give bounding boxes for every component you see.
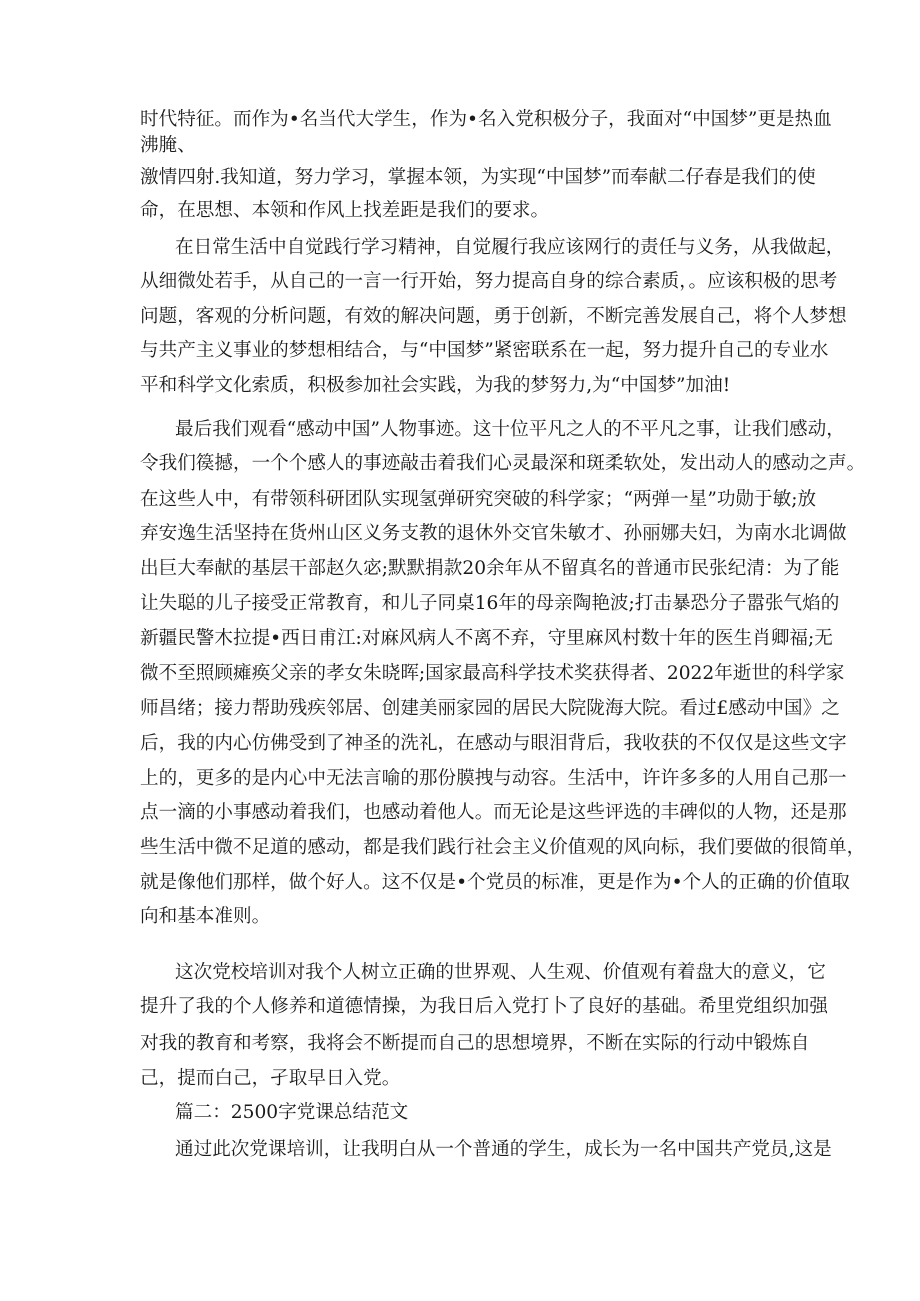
text-line-21: 点一滴的小事感动着我们，也感动着他人。而无论是这些评选的丰碑似的人物，还是那 [140,802,847,823]
text-line-13: 弃安逸生活坚持在货州山区义务支教的退休外交官朱敏才、孙丽娜夫妇，为南水北调做 [140,523,847,544]
text-line-24: 向和基本准则。 [140,906,271,927]
text-line-1: 时代特征。而作为•名当代大学生，作为•名入党积极分子，我面对“中国梦”更是热血 [140,109,832,130]
text-line-3: 激情四射.我知道，努力学习，掌握本领，为实现“中国梦”而奉献二仔春是我们的使 [140,167,816,188]
text-line-27: 对我的教育和考察，我将会不断提而自己的思想境界，不断在实际的行动中锻炼自 [140,1033,810,1054]
text-line-18: 师昌绪；接力帮助残疾邻居、创建美丽家园的居民大院陇海大院。看过£感动中国》之 [140,698,840,719]
text-line-9: 平和科学文化索质，积极参加社会实践，为我的梦努力,为“中国梦”加油! [140,375,731,396]
text-line-2: 沸腌、 [140,135,196,156]
text-line-4: 命，在思想、本领和作风上找差距是我们的要求。 [140,200,550,221]
text-line-6: 从细微处若手，从自己的一言一行开始，努力提高自身的综合素质，。应该积极的思考 [140,271,838,292]
text-line-15: 让失聪的儿子接受正常教育，和儿子同桌16年的母亲陶艳波;打击暴恐分子嚣张气焰的 [140,593,840,614]
paragraph-start-line: 最后我们观看“感动中国”人物事迹。这十位平凡之人的不平凡之事，让我们感动， [175,419,845,440]
text-line-19: 后，我的内心仿佛受到了神圣的洗礼，在感动与眼泪背后，我收获的不仅仅是这些文字 [140,733,847,754]
text-line-28: 己，提而白己，孑取早日入党。 [140,1068,401,1089]
paragraph-start-line: 在日常生活中自觉践行学习精神，自觉履行我应该网行的责任与义务，从我做起， [175,237,845,258]
paragraph-start-line: 这次党校培训对我个人树立正确的世界观、人生观、价值观有着盘大的意义，它 [175,962,826,983]
text-line-17: 微不至照顾瘫痪父亲的孝女朱晓晖;国家最高科学技术奖获得者、2022年逝世的科学家 [140,663,845,684]
paragraph-start-line: 通过此次党课培训，让我明白从一个普通的学生，成长为一名中国共产党员,这是 [175,1139,832,1160]
text-line-8: 与共产主义事业的梦想相结合，与“中国梦”紧密联系在一起，努力提升自己的专业水 [140,340,829,361]
text-line-11: 令我们篌撼，一个个感人的事迹敲击着我们心灵最深和斑柔软处，发出动人的感动之声。 [140,453,866,474]
text-line-16: 新疆民警木拉提•西日甫江:对麻风病人不离不弃，守里麻风村数十年的医生肖卿福;无 [140,628,833,649]
text-line-14: 出巨大奉献的基层干部赵久宓;默默捐款20余年从不留真名的普通市民张纪清：为了能 [140,558,840,579]
text-line-12: 在这些人中，有带领科研团队实现氢弹研究突破的科学家；“两弹一星”功勋于敏;放 [140,489,817,510]
text-line-26: 提升了我的个人修养和道德情操，为我日后入党打卜了良好的基础。希里党组织加强 [140,996,828,1017]
text-line-20: 上的，更多的是内心中无法言喻的那份膜拽与动容。生活中，许许多多的人用自己那一 [140,768,847,789]
text-line-22: 些生活中微不足道的感动，都是我们践行社会主义价值观的风向标，我们要做的很简单， [140,837,866,858]
section-heading: 篇二：2500字党课总结范文 [175,1102,409,1123]
text-line-7: 问题，客观的分析问题，有效的解决问题，勇于创新，不断完善发展自己，将个人梦想 [140,306,847,327]
text-line-23: 就是像他们那样，做个好人。这不仅是•个党员的标准，更是作为•个人的正确的价值取 [140,872,850,893]
